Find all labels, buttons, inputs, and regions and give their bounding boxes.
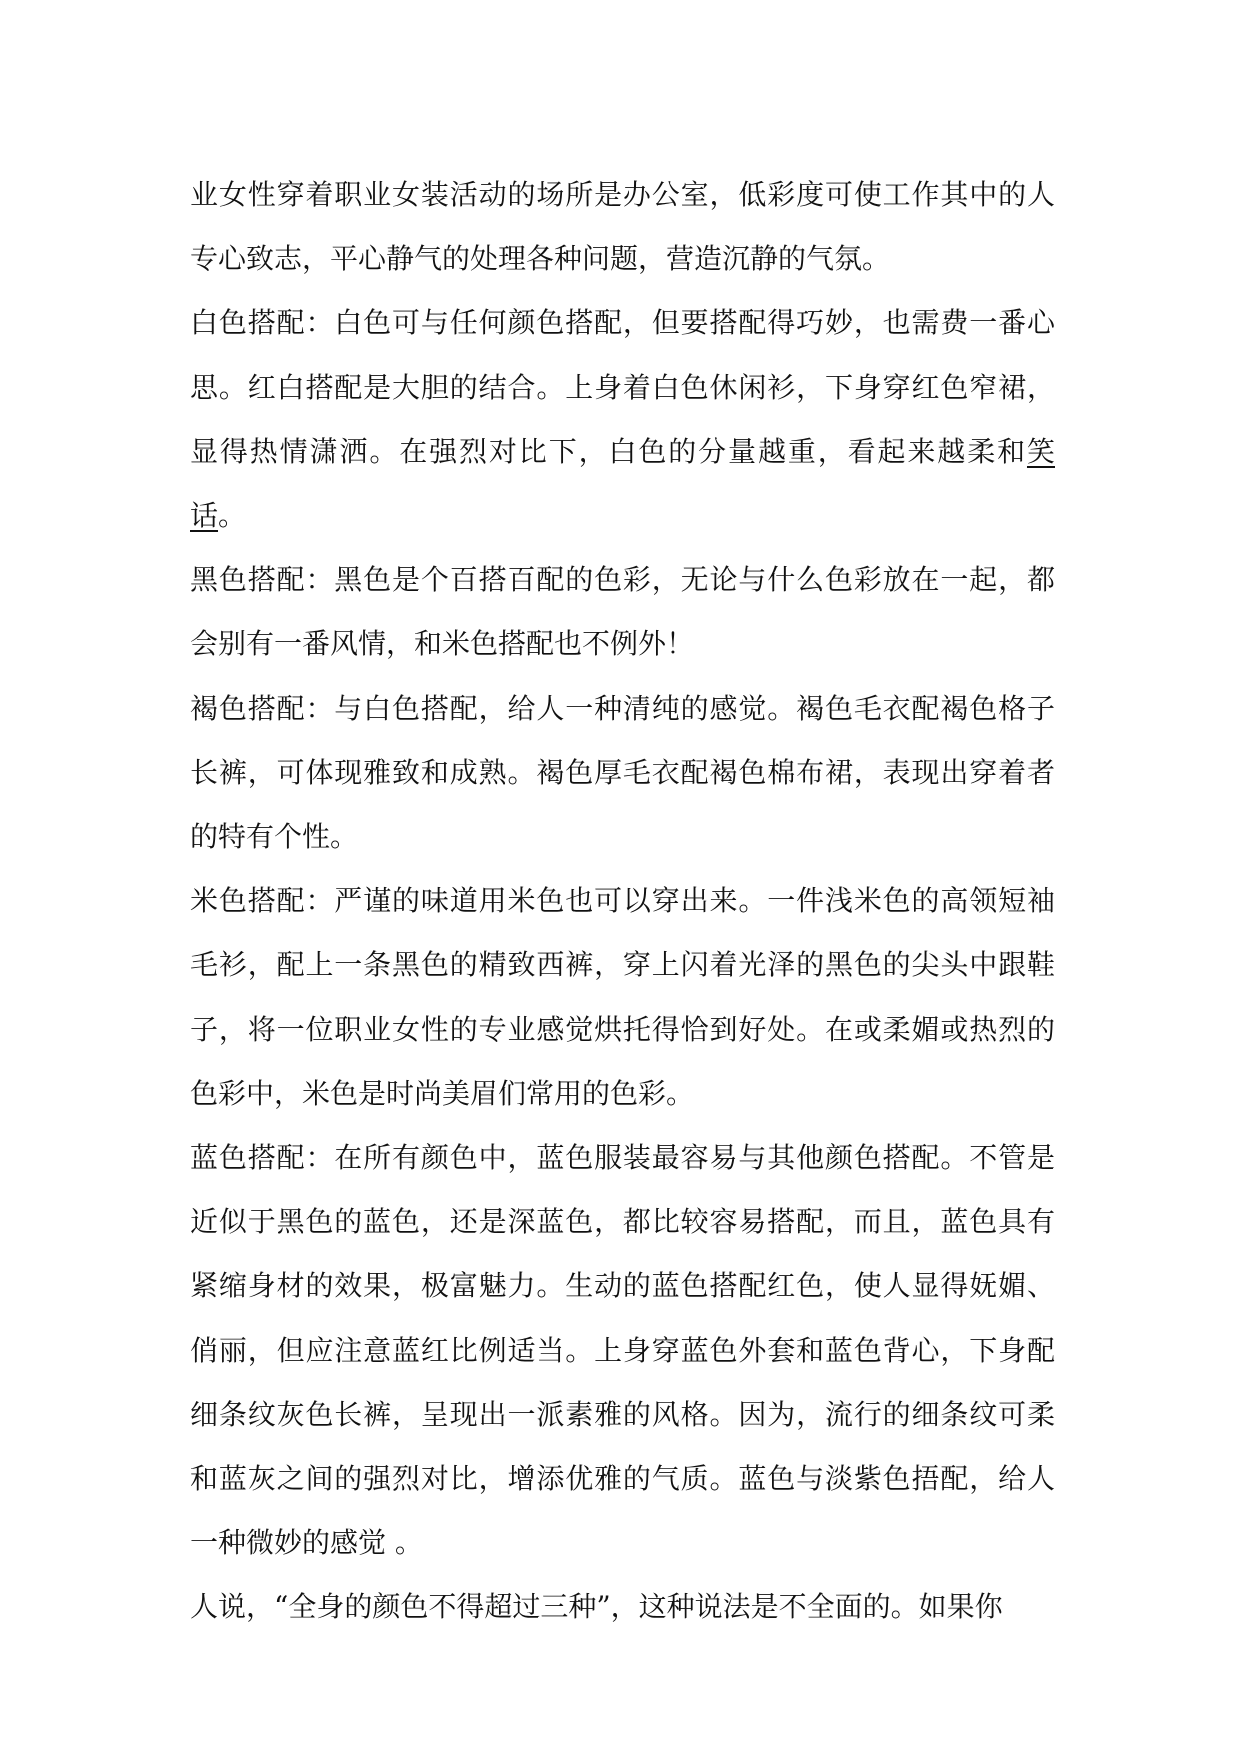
underlined-word: 笑话 [190, 434, 1055, 533]
paragraph-white-text: 白色搭配：白色可与任何颜色搭配，但要搭配得巧妙，也需费一番心思。红白搭配是大胆的结合。上身着白色休闲衫，下身穿红色窄裙，显得热情潇洒。在强烈对比下，白色的分量越重，看起来越柔和 [190, 306, 1055, 468]
document-body [190, 163, 1055, 1640]
paragraph-blue-matching: 蓝色搭配：在所有颜色中，蓝色服装最容易与其他颜色搭配。不管是近似于黑色的蓝色，还是深蓝色，都比较容易搭配，而且，蓝色具有紧缩身材的效果，极富魅力。生动的蓝色搭配红色，使人显得妩媚、俏丽，但应注意蓝红比例适当。上身穿蓝色外套和蓝色背心，下身配细条纹灰色长裤，呈现出一派素雅的风格。因为，流行的细条纹可柔和蓝灰之间的强烈对比，增添优雅的气质。蓝色与淡紫色捂配，给人一种微妙的感觉 。 [190, 1141, 1055, 1560]
paragraph-intro: 业女性穿着职业女装活动的场所是办公室，低彩度可使工作其中的人专心致志，平心静气的处理各种问题，营造沉静的气氛。 [190, 178, 1055, 276]
paragraph-brown-matching: 褐色搭配：与白色搭配，给人一种清纯的感觉。褐色毛衣配褐色格子长裤，可体现雅致和成熟。褐色厚毛衣配褐色棉布裙，表现出穿着者的特有个性。 [190, 691, 1055, 854]
paragraph-beige-matching: 米色搭配：严谨的味道用米色也可以穿出来。一件浅米色的高领短袖毛衫，配上一条黑色的精致西裤，穿上闪着光泽的黑色的尖头中跟鞋子，将一位职业女性的专业感觉烘托得恰到好处。在或柔媚或热烈的色彩中，米色是时尚美眉们常用的色彩。 [190, 884, 1055, 1110]
paragraph-black-matching: 黑色搭配：黑色是个百搭百配的色彩，无论与什么色彩放在一起，都会别有一番风情，和米色搭配也不例外！ [190, 563, 1055, 661]
paragraph-white-matching [190, 291, 1055, 548]
paragraph-white-end: 。 [218, 499, 247, 533]
paragraph-closing: 人说，“全身的颜色不得超过三种”，这种说法是不全面的。如果你 [190, 1590, 1003, 1624]
